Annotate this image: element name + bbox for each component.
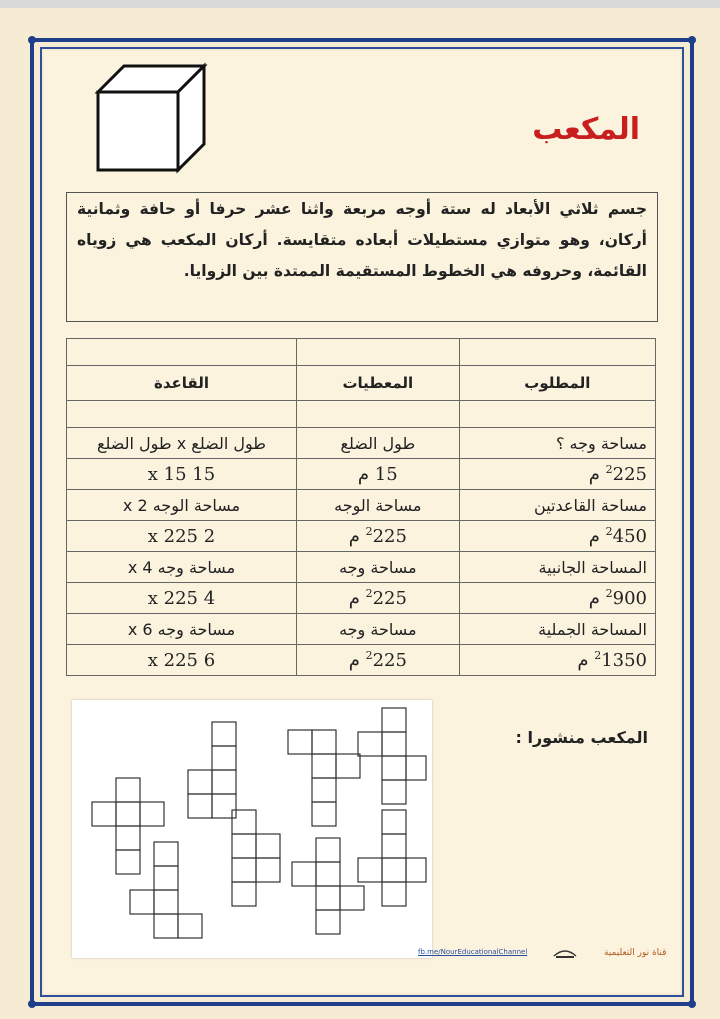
given-value: $^2$225 م <box>296 521 459 552</box>
footer-channel-name: قناة نور التعليمية <box>604 948 667 958</box>
cube-nets-illustration <box>72 700 432 958</box>
given-value: 15 م <box>296 459 459 490</box>
given-label: طول الضلع <box>296 428 459 459</box>
table-row <box>67 552 656 583</box>
top-bar <box>0 0 720 8</box>
header-given: المعطيات <box>296 366 459 401</box>
rule-label: مساحة وجه x 4 <box>67 552 297 583</box>
given-value: $^2$225 م <box>296 583 459 614</box>
required-value: $^2$225 م <box>459 459 655 490</box>
rule-value: 2 x 225 <box>67 521 297 552</box>
rule-value: 6 x 225 <box>67 645 297 676</box>
required-label: المساحة الجملية <box>459 614 655 645</box>
channel-logo-icon <box>552 944 578 960</box>
frame-corner-dot <box>28 1000 36 1008</box>
given-label: مساحة وجه <box>296 552 459 583</box>
table-spacer-row <box>67 401 656 428</box>
required-label: مساحة القاعدتين <box>459 490 655 521</box>
cube-definition: جسم ثلاثي الأبعاد له ستة أوجه مربعة واثنا عشر حرفا أو حافة وثمانية أركان، وهو متوازي مستطيلات أبعاده متقايسة. أركان المكعب هي زوياه القائمة، وحروفه هي الخطوط المستقيمة الممتدة بين الزوايا. <box>66 192 658 322</box>
surface-area-table <box>66 338 656 676</box>
table-row <box>67 428 656 459</box>
required-value: $^2$900 م <box>459 583 655 614</box>
header-required: المطلوب <box>459 366 655 401</box>
footer-url[interactable]: fb.me/NourEducationalChannel <box>418 948 528 956</box>
rule-label: مساحة الوجه x 2 <box>67 490 297 521</box>
unfolded-cube-label: المكعب منشورا : <box>515 728 648 747</box>
page-title: المكعب <box>532 112 640 147</box>
table-spacer-row <box>67 339 656 366</box>
given-label: مساحة وجه <box>296 614 459 645</box>
frame-corner-dot <box>688 1000 696 1008</box>
required-label: المساحة الجانبية <box>459 552 655 583</box>
given-label: مساحة الوجه <box>296 490 459 521</box>
table-row <box>67 645 656 676</box>
required-value: $^2$1350 م <box>459 645 655 676</box>
header-rule: القاعدة <box>67 366 297 401</box>
table-row <box>67 490 656 521</box>
frame-corner-dot <box>688 36 696 44</box>
table-row <box>67 459 656 490</box>
rule-value: 15 x 15 <box>67 459 297 490</box>
frame-corner-dot <box>28 36 36 44</box>
table-row <box>67 521 656 552</box>
table-row <box>67 583 656 614</box>
required-label: مساحة وجه ؟ <box>459 428 655 459</box>
rule-value: 4 x 225 <box>67 583 297 614</box>
cube-nets-panel <box>72 700 432 958</box>
cube-illustration <box>94 62 214 174</box>
given-value: $^2$225 م <box>296 645 459 676</box>
required-value: $^2$450 م <box>459 521 655 552</box>
rule-label: طول الضلع x طول الضلع <box>67 428 297 459</box>
table-row <box>67 614 656 645</box>
table-header-row <box>67 366 656 401</box>
rule-label: مساحة وجه x 6 <box>67 614 297 645</box>
